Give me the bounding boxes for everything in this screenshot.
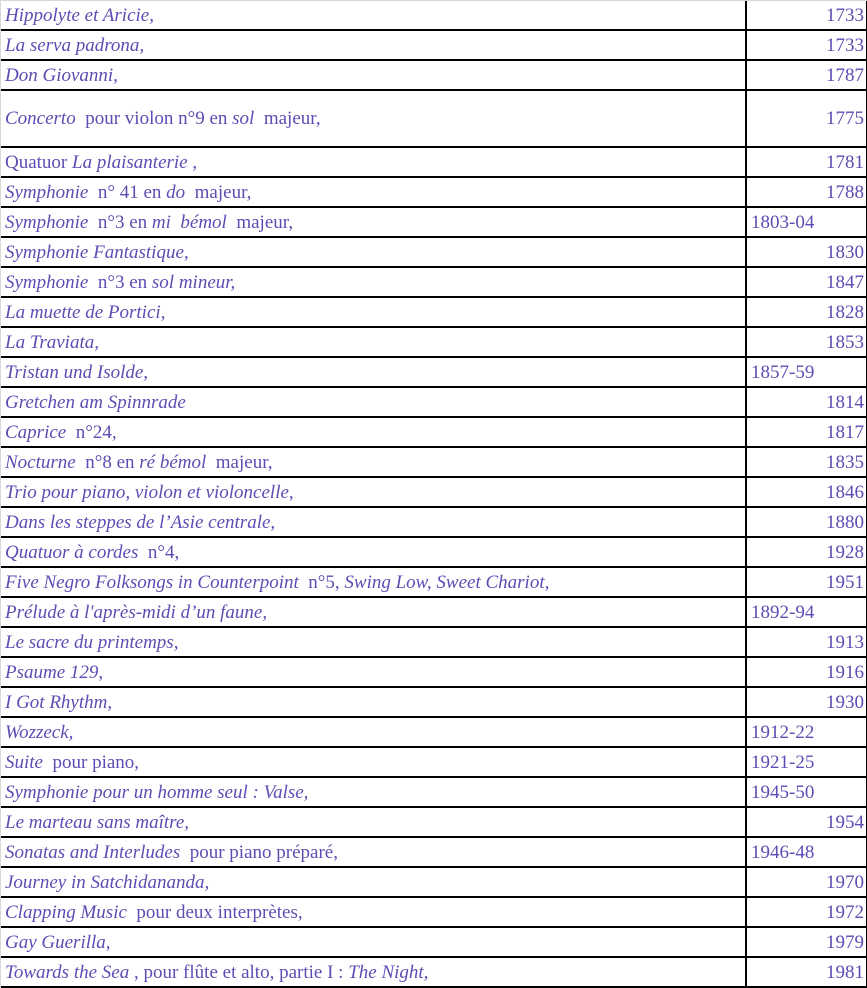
italic-title-segment: Le marteau sans maître,	[5, 812, 190, 833]
table-row	[1, 267, 867, 297]
italic-title-segment: Tristan und Isolde,	[5, 362, 149, 383]
work-title-cell[interactable]	[1, 477, 746, 507]
italic-title-segment: Suite	[5, 752, 43, 773]
plain-text-segment: n°3 en	[88, 272, 152, 293]
year-cell[interactable]: 1921-25	[746, 747, 867, 777]
italic-title-segment: Le sacre du printemps,	[5, 632, 179, 653]
italic-title-segment: La muette de Portici,	[5, 302, 166, 323]
year-cell[interactable]: 1733	[746, 30, 867, 60]
year-cell[interactable]: 1857-59	[746, 357, 867, 387]
work-title-cell[interactable]	[1, 597, 746, 627]
table-row	[1, 507, 867, 537]
table-row	[1, 357, 867, 387]
work-title-cell[interactable]	[1, 297, 746, 327]
plain-text-segment: pour violon n°9 en	[75, 107, 233, 129]
italic-title-segment: Quatuor à cordes	[5, 542, 139, 563]
work-title-cell[interactable]	[1, 747, 746, 777]
works-table-body	[1, 1, 867, 987]
table-row	[1, 687, 867, 717]
work-title-cell[interactable]	[1, 237, 746, 267]
italic-title-segment: Nocturne	[5, 452, 76, 473]
year-cell[interactable]: 1880	[746, 507, 867, 537]
table-row	[1, 837, 867, 867]
table-row	[1, 597, 867, 627]
italic-title-segment: Clapping Music	[5, 902, 127, 923]
year-cell[interactable]: 1846	[746, 477, 867, 507]
work-title-cell[interactable]	[1, 957, 746, 987]
year-cell[interactable]: 1930	[746, 687, 867, 717]
year-cell[interactable]: 1847	[746, 267, 867, 297]
table-row	[1, 417, 867, 447]
table-row	[1, 327, 867, 357]
table-row	[1, 717, 867, 747]
work-title-cell[interactable]	[1, 147, 746, 177]
work-title-cell[interactable]	[1, 627, 746, 657]
year-cell[interactable]: 1913	[746, 627, 867, 657]
italic-title-segment: Concerto	[5, 107, 76, 129]
year-cell[interactable]: 1835	[746, 447, 867, 477]
italic-title-segment: La serva padrona,	[5, 35, 145, 56]
italic-title-segment: Swing Low, Sweet Chariot,	[344, 572, 550, 593]
italic-title-segment: Towards the Sea	[5, 962, 130, 983]
plain-text-segment: pour piano,	[43, 752, 140, 773]
italic-title-segment: Psaume 129,	[5, 662, 104, 683]
year-cell[interactable]: 1803-04	[746, 207, 867, 237]
italic-title-segment: Trio pour piano, violon et violoncelle,	[5, 482, 294, 503]
work-title-cell[interactable]	[1, 90, 746, 147]
work-title-cell[interactable]	[1, 30, 746, 60]
work-title-cell[interactable]	[1, 837, 746, 867]
italic-title-segment: ré bémol	[139, 452, 207, 473]
plain-text-segment: n° 41 en	[88, 182, 167, 203]
year-cell[interactable]: 1733	[746, 1, 867, 30]
work-title-cell[interactable]	[1, 357, 746, 387]
table-row	[1, 627, 867, 657]
year-cell[interactable]: 1912-22	[746, 717, 867, 747]
table-row	[1, 90, 867, 147]
work-title-cell[interactable]	[1, 267, 746, 297]
plain-text-segment: n°5,	[298, 572, 345, 593]
table-row	[1, 477, 867, 507]
italic-title-segment: The Night,	[348, 962, 429, 983]
plain-text-segment: ,	[187, 152, 198, 173]
italic-title-segment: Symphonie Fantastique,	[5, 242, 189, 263]
table-row	[1, 927, 867, 957]
plain-text-segment: n°8 en	[75, 452, 140, 473]
italic-title-segment: Symphonie pour un homme seul : Valse,	[5, 782, 309, 803]
work-title-cell[interactable]	[1, 567, 746, 597]
year-cell[interactable]: 1853	[746, 327, 867, 357]
italic-title-segment: Gay Guerilla,	[5, 932, 111, 953]
table-row	[1, 897, 867, 927]
table-row	[1, 867, 867, 897]
table-row	[1, 387, 867, 417]
table-row	[1, 567, 867, 597]
year-cell[interactable]: 1892-94	[746, 597, 867, 627]
work-title-cell[interactable]	[1, 60, 746, 90]
work-title-cell[interactable]	[1, 537, 746, 567]
italic-title-segment: Sonatas and Interludes	[5, 842, 181, 863]
year-cell[interactable]: 1954	[746, 807, 867, 837]
plain-text-segment: majeur,	[254, 107, 321, 129]
italic-title-segment: Symphonie	[5, 212, 89, 233]
work-title-cell[interactable]	[1, 207, 746, 237]
table-row	[1, 147, 867, 177]
year-cell[interactable]: 1775	[746, 90, 867, 147]
italic-title-segment: Symphonie	[5, 272, 89, 293]
table-row	[1, 1, 867, 30]
work-title-cell[interactable]	[1, 777, 746, 807]
year-cell[interactable]: 1945-50	[746, 777, 867, 807]
table-row	[1, 30, 867, 60]
work-title-cell[interactable]	[1, 387, 746, 417]
work-title-cell[interactable]	[1, 177, 746, 207]
table-row	[1, 747, 867, 777]
work-title-cell[interactable]	[1, 417, 746, 447]
year-cell[interactable]: 1970	[746, 867, 867, 897]
year-cell[interactable]: 1814	[746, 387, 867, 417]
year-cell[interactable]: 1981	[746, 957, 867, 987]
italic-title-segment: Hippolyte et Aricie,	[5, 5, 154, 26]
italic-title-segment: La Traviata,	[5, 332, 99, 353]
plain-text-segment: majeur,	[206, 452, 273, 473]
year-cell[interactable]: 1916	[746, 657, 867, 687]
year-cell[interactable]: 1830	[746, 237, 867, 267]
work-title-cell[interactable]	[1, 897, 746, 927]
table-row	[1, 60, 867, 90]
italic-title-segment: Journey in Satchidananda,	[5, 872, 210, 893]
year-cell[interactable]: 1788	[746, 177, 867, 207]
italic-title-segment: Gretchen am Spinnrade	[5, 392, 186, 413]
italic-title-segment: do	[166, 182, 186, 203]
table-row	[1, 207, 867, 237]
work-title-cell[interactable]	[1, 687, 746, 717]
work-title-cell[interactable]	[1, 507, 746, 537]
year-cell[interactable]: 1951	[746, 567, 867, 597]
plain-text-segment: Quatuor	[5, 152, 73, 173]
year-cell[interactable]: 1781	[746, 147, 867, 177]
year-cell[interactable]: 1787	[746, 60, 867, 90]
table-row	[1, 957, 867, 987]
year-cell[interactable]: 1828	[746, 297, 867, 327]
plain-text-segment: n°3 en	[88, 212, 152, 233]
table-row	[1, 297, 867, 327]
table-row	[1, 237, 867, 267]
works-table	[1, 1, 867, 988]
italic-title-segment: La plaisanterie	[72, 152, 188, 173]
italic-title-segment: sol	[232, 107, 255, 129]
table-row	[1, 177, 867, 207]
italic-title-segment: Wozzeck,	[5, 722, 74, 743]
table-row	[1, 657, 867, 687]
year-cell[interactable]: 1979	[746, 927, 867, 957]
year-cell[interactable]: 1972	[746, 897, 867, 927]
work-title-cell[interactable]	[1, 327, 746, 357]
plain-text-segment: n°24,	[66, 422, 117, 443]
italic-title-segment: Caprice	[5, 422, 67, 443]
plain-text-segment: pour deux interprètes,	[126, 902, 303, 923]
italic-title-segment: Prélude à l'après-midi d’un faune,	[5, 602, 268, 623]
table-row	[1, 807, 867, 837]
italic-title-segment: I Got Rhythm,	[5, 692, 113, 713]
work-title-cell[interactable]	[1, 657, 746, 687]
work-title-cell[interactable]	[1, 717, 746, 747]
italic-title-segment: Symphonie	[5, 182, 89, 203]
work-title-cell[interactable]	[1, 807, 746, 837]
work-title-cell[interactable]	[1, 867, 746, 897]
italic-title-segment: Dans les steppes de l’Asie centrale,	[5, 512, 276, 533]
table-row	[1, 447, 867, 477]
year-cell[interactable]: 1817	[746, 417, 867, 447]
plain-text-segment: n°4,	[138, 542, 180, 563]
plain-text-segment: , pour flûte et alto, partie I :	[129, 962, 349, 983]
table-row	[1, 777, 867, 807]
plain-text-segment: majeur,	[185, 182, 252, 203]
year-cell[interactable]: 1928	[746, 537, 867, 567]
work-title-cell[interactable]	[1, 447, 746, 477]
work-title-cell[interactable]	[1, 1, 746, 30]
year-cell[interactable]: 1946-48	[746, 837, 867, 867]
italic-title-segment: sol mineur,	[151, 272, 236, 293]
table-row	[1, 537, 867, 567]
plain-text-segment: majeur,	[226, 212, 294, 233]
italic-title-segment: mi bémol	[151, 212, 227, 233]
work-title-cell[interactable]	[1, 927, 746, 957]
italic-title-segment: Don Giovanni,	[5, 65, 118, 86]
italic-title-segment: Five Negro Folksongs in Counterpoint	[5, 572, 299, 593]
plain-text-segment: pour piano préparé,	[180, 842, 338, 863]
